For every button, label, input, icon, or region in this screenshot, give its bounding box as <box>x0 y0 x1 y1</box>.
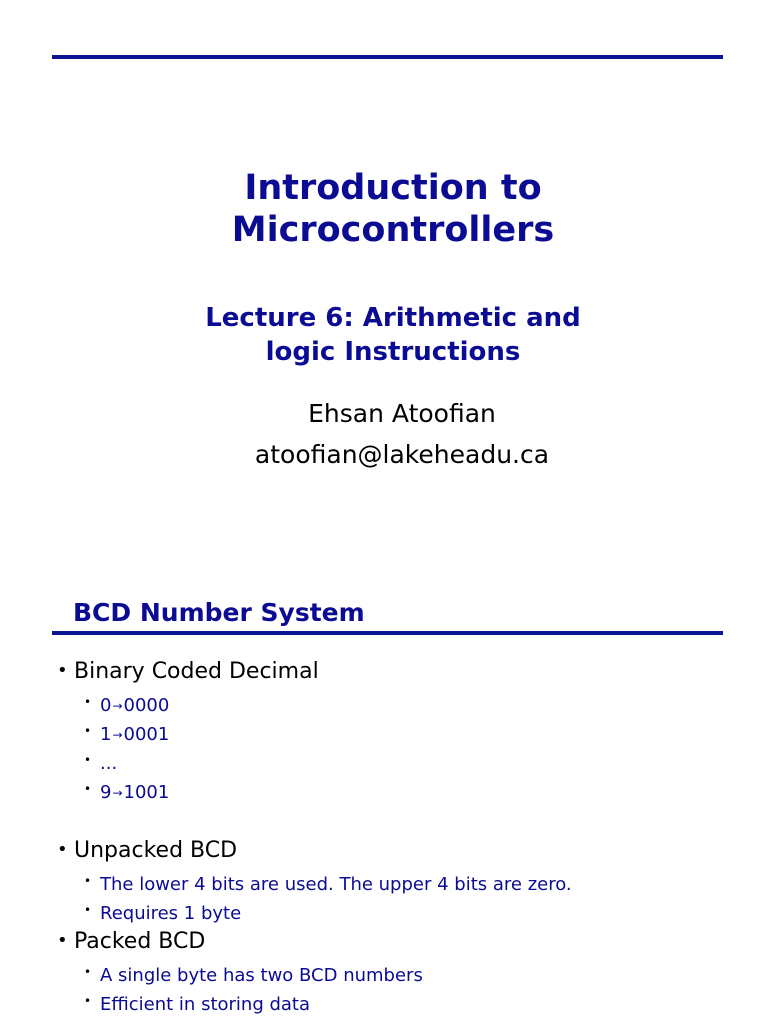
title-line-2: Microcontrollers <box>231 210 555 250</box>
slide-title <box>0 167 768 251</box>
subtitle-line-2: logic Instructions <box>265 337 521 367</box>
sub-bullet-text: A single byte has two BCD numbers <box>100 965 423 986</box>
bcd-heading: BCD Number System <box>73 598 365 627</box>
sub-bullet-dot: • <box>84 724 92 738</box>
author-block <box>0 393 768 475</box>
unpacked-item-1 <box>84 897 241 927</box>
bullet-binary-coded-decimal <box>57 656 319 687</box>
arrow-icon: → <box>112 699 123 713</box>
sub-bullet-dot: • <box>84 903 92 917</box>
author-name: Ehsan Atoofian <box>308 399 496 428</box>
bcd-item-9 <box>84 776 169 806</box>
bullet-label: Packed BCD <box>74 929 206 954</box>
bcd-digit: 1 <box>100 724 112 745</box>
bcd-code: 1001 <box>123 782 170 803</box>
sub-bullet-dot: • <box>84 695 92 709</box>
sub-bullet-dot: • <box>84 753 92 767</box>
slide-subtitle <box>0 301 768 369</box>
bcd-item-1 <box>84 718 169 748</box>
sub-bullet-dot: • <box>84 874 92 888</box>
bullet-unpacked-bcd <box>57 835 237 866</box>
sub-bullet-dot: • <box>84 965 92 979</box>
packed-item-1 <box>84 988 310 1018</box>
bullet-dot: • <box>57 930 68 951</box>
bcd-item-ellipsis <box>84 747 117 777</box>
arrow-icon: → <box>112 728 123 742</box>
bcd-code: 0000 <box>123 695 170 716</box>
packed-item-0 <box>84 959 423 989</box>
heading-divider <box>52 631 723 635</box>
sub-bullet-text: Requires 1 byte <box>100 903 242 924</box>
bcd-digit: 9 <box>100 782 112 803</box>
top-divider <box>52 55 723 59</box>
arrow-icon: → <box>112 786 123 800</box>
bcd-item-0 <box>84 689 169 719</box>
sub-bullet-text: Efficient in storing data <box>100 994 311 1015</box>
unpacked-item-0 <box>84 868 572 898</box>
author-email: atoofian@lakeheadu.ca <box>254 440 550 469</box>
bcd-ellipsis: ... <box>100 753 118 774</box>
bullet-label: Unpacked BCD <box>74 838 238 863</box>
bcd-digit: 0 <box>100 695 112 716</box>
subtitle-line-1: Lecture 6: Arithmetic and <box>205 303 581 333</box>
bullet-dot: • <box>57 839 68 860</box>
bcd-code: 0001 <box>123 724 170 745</box>
title-line-1: Introduction to <box>244 168 542 208</box>
bullet-packed-bcd <box>57 926 205 957</box>
sub-bullet-dot: • <box>84 782 92 796</box>
bullet-dot: • <box>57 660 68 681</box>
sub-bullet-text: The lower 4 bits are used. The upper 4 bits are zero. <box>100 874 572 895</box>
sub-bullet-dot: • <box>84 994 92 1008</box>
bullet-label: Binary Coded Decimal <box>74 659 319 684</box>
